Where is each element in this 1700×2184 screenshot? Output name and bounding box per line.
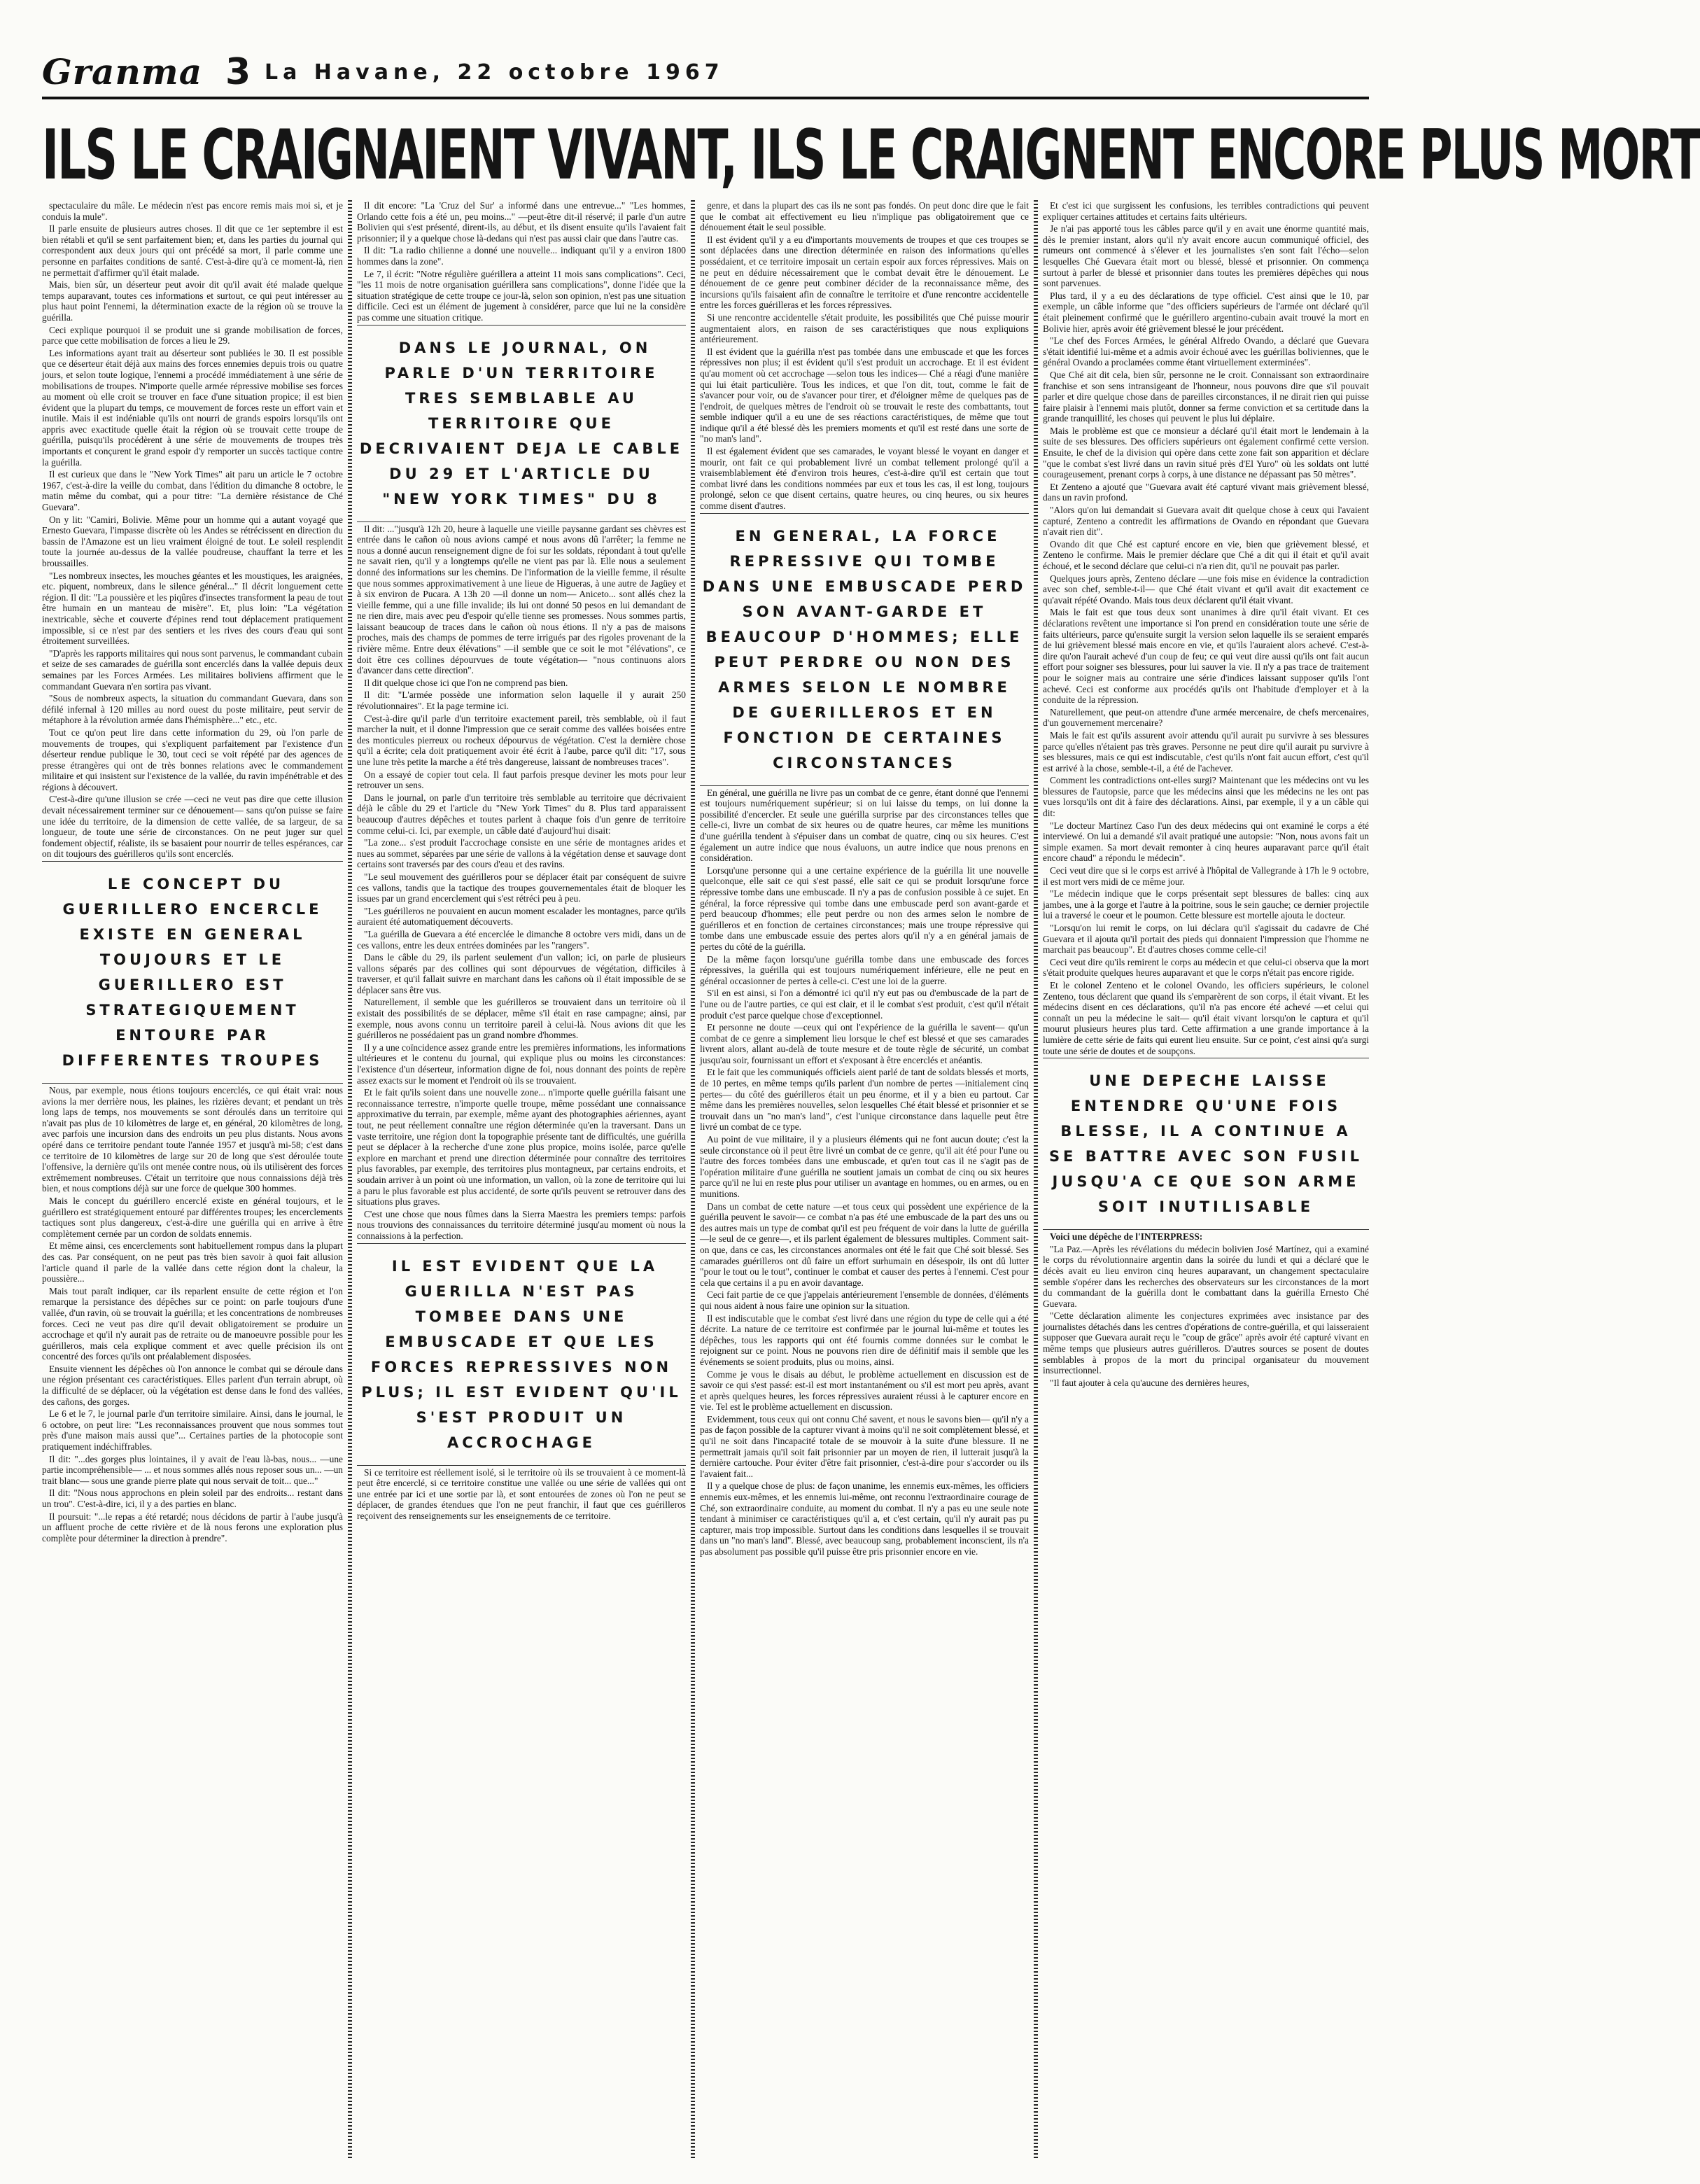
article-paragraph: Il poursuit: "...le repas a été retardé; nous décidons de partir à l'aube jusqu'à un affluent proche de cette rivière et de là nous ferons une exploration plus complète pour déterminer la direction à prendre". (42, 1511, 343, 1544)
article-paragraph: Mais le fait est qu'ils assurent avoir attendu qu'il aurait pu survivre à ses blessures parce qu'elles n'étaient pas très graves. Personne ne peut dire qu'il aurait pu survivre à ses blessures, mais ce qui est indiscutable, c'est qu'ils n'ont fait aucun effort, c'est qu'il est arrivé à la chose, semble-t-il, a été de l'achever. (1043, 729, 1369, 774)
article-paragraph: Naturellement, que peut-on attendre d'une armée mercenaire, de chefs mercenaires, d'un gouvernement mercenaire? (1043, 706, 1369, 729)
article-paragraph: Si une rencontre accidentelle s'était produite, les possibilités que Ché puisse mourir augmentaient alors, en raison de ses caractéristiques que nous expliquions antérieurement. (700, 312, 1029, 345)
article-paragraph: "Le seul mouvement des guérilleros pour se déplacer était par conséquent de suivre ces vallons, tandis que la tactique des troupes gouvernementales était de bloquer les issues par un grand encerclement qui s'est rétréci peu à peu. (357, 871, 686, 904)
article-paragraph: "Les guérilleros ne pouvaient en aucun moment escalader les montagnes, parce qu'ils auraient été automatiquement découverts. (357, 905, 686, 927)
article-paragraph: Il dit: "La radio chilienne a donné une nouvelle... indiquant qu'il y a environ 1800 hommes dans la zone". (357, 245, 686, 267)
article-paragraph: "La guérilla de Guevara a été encerclée le dimanche 8 octobre vers midi, dans un de ces vallons, entre les deux entrées dominées par les "rangers". (357, 928, 686, 951)
article-paragraph: Ceci explique pourquoi il se produit une si grande mobilisation de forces, parce que cette mobilisation de forces a lieu le 29. (42, 324, 343, 346)
column-1-body-continued (42, 1085, 343, 1544)
article-paragraph: Et c'est ici que surgissent les confusions, les terribles contradictions qui peuvent expliquer certaines attitudes et certains faits ultérieurs. (1043, 200, 1369, 222)
article-column-3 (700, 200, 1029, 2160)
article-paragraph: "Le médecin indique que le corps présentait sept blessures de balles: cinq aux jambes, une à la gorge et l'autre à la poitrine, sous le sein gauche; ce dernier projectile lui a traversé le coeur et le poumon. Cette blessure est mortelle ajouta le docteur. (1043, 888, 1369, 921)
article-paragraph: "Cette déclaration alimente les conjectures exprimées avec insistance par des journalistes détachés dans les centres d'opérations de contre-guérilla, et qui laisseraient supposer que Guevara aurait reçu le "coup de grâce" après avoir été capturé vivant en même temps que plusieurs autres guérilleros. D'autres sources se posent de doutes semblables à propos de la mort du principal organisateur du mouvement insurrectionnel. (1043, 1310, 1369, 1376)
article-paragraph: Je n'ai pas apporté tous les câbles parce qu'il y en avait une énorme quantité mais, dès le premier instant, alors qu'il n'y avait encore aucun communiqué officiel, des rumeurs ont commencé à s'élever et les journalistes s'en sont fait l'écho—selon lesquelles Ché Guevara était mort ou blessé, blessé et prisonnier. On commença surtout à parler de blessé et prisonnier dans toutes les premières dépêches qui nous sont parvenues. (1043, 223, 1369, 289)
article-column-4 (1043, 200, 1369, 2160)
article-paragraph: Mais le fait est que tous deux sont unanimes à dire qu'il était vivant. Et ces déclarations revêtent une importance si l'on prend en considération toute une série de faits ultérieurs, parce qu'ensuite surgit la version selon laquelle ils se seraient emparés de lui grièvement blessé mais encore en vie, et qu'ils l'auraient alors achevé. C'est-à-dire qu'on l'aurait achevé d'un coup de feu; ce qui veut dire aussi qu'ils ont fait aucun effort pour soigner ses blessures, pour lui sauver la vie. Il n'y a pas trace de traitement pour le soigner mais au contraire une série d'indices laissant supposer qu'ils l'ont achevé. Ceci est conforme aux procédés qu'ils ont l'habitude d'employer et à la conduite de la répression. (1043, 607, 1369, 706)
article-paragraph: Si ce territoire est réellement isolé, si le territoire où ils se trouvaient à ce moment-là peut être encerclé, si ce territoire constitue une vallée ou une série de vallées qui ont une entrée par ici et une sortie par là, et sont entourées de zones où l'on ne peut se déplacer, de grandes étendues que l'on ne peut franchir, il faut que ces guérilleros reçoivent des renseignements sur les enseignements de ce territoire. (357, 1466, 686, 1521)
article-paragraph: S'il en est ainsi, si l'on a démontré ici qu'il n'y eut pas ou d'embuscade de la part de l'une ou de l'autre parties, ce qui est clair, et il le combat s'est produit, c'est qu'il n'était produit c'est parce quelque chose d'exceptionnel. (700, 988, 1029, 1021)
article-paragraph: Mais le concept du guérillero encerclé existe en général toujours, et le guérillero est stratégiquement entouré par différentes troupes; les encerclements tactiques sont plus dangereux, c'est-à-dire une guérilla qui en arrive à être complètement cernée par un cordon de soldats ennemis. (42, 1195, 343, 1239)
article-paragraph: Comment les contradictions ont-elles surgi? Maintenant que les médecins ont vu les blessures de l'autopsie, parce que les médecins ainsi que les médecins ne les ont pas vues lorsqu'ils ont dit à faire des déclarations. Ainsi, par exemple, il y a un câble qui dit: (1043, 775, 1369, 819)
article-paragraph: Il dit: "...des gorges plus lointaines, il y avait de l'eau là-bas, nous... —une partie incompréhensible— ... et nous sommes allés nous reposer sous un... —un trait blanc— sous une grande pierre plate qui nous servait de toit... que..." (42, 1453, 343, 1486)
article-paragraph: On a essayé de copier tout cela. Il faut parfois presque deviner les mots pour leur retrouver un sens. (357, 769, 686, 791)
pull-quote-5: UNE DEPECHE LAISSE ENTENDRE QU'UNE FOIS BLESSE, IL A CONTINUE A SE BATTRE AVEC SON FUSIL JUSQU'A CE QUE SON ARME SOIT INUTILISABLE (1043, 1058, 1369, 1230)
article-paragraph: "La Paz.—Après les révélations du médecin bolivien José Martínez, qui a examiné le corps du révolutionnaire argentin dans la soirée du lundi et qui a déclaré que le décès avait eu lieu environ cinq heures auparavant, un changement spectaculaire semble s'opérer dans les recherches des observateurs sur les circonstances de la mort du commandant de la guérilla dont le combattant dans la guérilla Ernesto Ché Guevara. (1043, 1243, 1369, 1309)
article-paragraph: "Le docteur Martínez Caso l'un des deux médecins qui ont examiné le corps a été interviewé. On lui a demandé s'il avait pratiqué une autopsie: "Non, nous avons fait un simple examen. Sa mort devait remonter à cinq heures auparavant parce qu'il était encore chaud" a répondu le médecin". (1043, 820, 1369, 864)
article-paragraph: Il dit quelque chose ici que l'on ne comprend pas bien. (364, 677, 568, 688)
article-paragraph: Mais tout paraît indiquer, car ils reparlent ensuite de cette région et l'on remarque la persistance des dépêches sur ce point: on parle toujours d'une vallée, d'un ravin, où se trouvait la guérilla; et les concentrations de nombreuses forces. Ceci ne veut pas dire qu'il devait obligatoirement se produire un accrochage et qu'il n'y aurait pas de retraite ou de manoeuvre possible pour les guérilleros, mais cela explique comment et avec quelle précision ils ont concentré des forces qu'ils ont préalablement disposées. (42, 1285, 343, 1362)
article-paragraph: Il dit: ..."jusqu'à 12h 20, heure à laquelle une vieille paysanne gardant ses chèvres est entrée dans le cañon où nous avions campé et nous avons dû l'arrêter; la femme ne nous a donné aucun renseignement digne de foi sur les soldats, répondant à tout qu'elle ne savait rien, qu'il y a longtemps qu'elle ne vient pas par là. Elle nous a seulement donné des informations sur les chemins. De l'information de la vieille femme, il résulte que nous sommes approximativement à une lieue de Higueras, à une autre de Jagüey et à six environ de Pucara. A 13h 20 —il donne un nom— Aniceto... sont allés chez la vieille femme, qui a une fille invalide; ils lui ont donné 50 pesos en lui demandant de ne rien dire, mais avec peu d'espoir qu'elle tienne ses promesses. Nous sommes partis, laissant beaucoup de traces dans le cañon où nous étions. Il n'y a pas de maisons proches, mais des champs de pommes de terre irrigués par des rigoles provenant de la rivière même. Entre deux élévations" —il semble que ce soit le mot "élévations", ce doit être ces collines dépourvues de toute végétation— "nous continuons alors d'avancer dans cette direction". (357, 523, 686, 676)
article-paragraph: Mais le problème est que ce monsieur a déclaré qu'il était mort le lendemain à la suite de ses blessures. Des officiers supérieurs ont également confirmé cette version. Ensuite, le chef de la division qui opère dans cette zone fait son apparition et déclare "que le combat s'est livré dans un ravin situé près d'El Yuro" où les soldats ont lutté courageusement, prenant corps à corps, à une distance ne dépassant pas 50 mètres". (1043, 425, 1369, 480)
article-column-2 (357, 200, 686, 2160)
article-paragraph: Naturellement, il semble que les guérilleros se trouvaient dans un territoire où il existait des possibilités de se déplacer, même s'il était en rase campagne; ainsi, par exemple, nous avons connu un territoire pareil à celui-là. Nous avions dit que les guérilleros ne possédaient pas un grand nombre d'hommes. (357, 997, 686, 1041)
article-paragraph: Tout ce qu'on peut lire dans cette information du 29, où l'on parle de mouvements de troupes, qui s'expliquent parfaitement par l'existence d'un déserteur rendue publique le 30, tout ceci se voit répété par des agences de presse étrangères qui ont de très bonnes relations avec le commandement militaire et qui insistent sur l'existence de la vallée, du ravin impénétrable et des régions à découvert. (42, 727, 343, 792)
article-paragraph: "Il faut ajouter à cela qu'aucune des dernières heures, (1050, 1377, 1249, 1388)
page-number: 3 (225, 51, 251, 93)
article-paragraph: Et même ainsi, ces encerclements sont habituellement rompus dans la plupart des cas. Par conséquent, on ne peut pas très bien savoir à quoi fait allusion l'article quand il parle de la vallée dans cette région dont la chaleur, la poussière... (42, 1240, 343, 1284)
article-paragraph: Ceci veut dire que si le corps est arrivé à l'hôpital de Vallegrande à 17h le 9 octobre, il est mort vers midi de ce même jour. (1043, 865, 1369, 887)
article-paragraph: Il dit: "Nous nous approchons en plein soleil par des endroits... restant dans un trou". C'est-à-dire, ici, il y a des parties en blanc. (42, 1488, 343, 1509)
article-paragraph: C'est-à-dire qu'une illusion se crée —ceci ne veut pas dire que cette illusion devait nécessairement terminer sur ce dénouement— sans qu'on puisse se faire une idée du territoire, de la dimension de cette vallée, de sa largeur, de sa longueur, de toute une série de circonstances. On ne peut juger sur quel fondement objectif, réaliste, ils se basaient pour nourrir de telles espérances, car on dit toujours des guérilleros qu'ils sont encerclés. (42, 794, 343, 860)
article-paragraph: Il y a une coïncidence assez grande entre les premières informations, les informations ultérieures et le contenu du journal, qui explique plus ou moins les circonstances: l'existence d'un déserteur, information digne de foi, nous donnant des points de repère assez exacts sur le moment et l'endroit où ils se trouvaient. (357, 1042, 686, 1086)
masthead-rule (42, 97, 1369, 99)
newspaper-logo: Granma (42, 51, 203, 92)
article-paragraph: genre, et dans la plupart des cas ils ne sont pas fondés. On peut donc dire que le fait que le combat ait effectivement eu lieu n'implique pas obligatoirement que ce dénouement était le seul possible. (700, 200, 1029, 233)
article-paragraph: Comme je vous le disais au début, le problème actuellement en discussion est de savoir ce qui s'est passé: est-il est mort instantanément ou s'il est mort peu après, avant et après quelques heures, les forces répressives auraient réussi à le capturer encore en vie. Tel est le problème actuellement en discussion. (700, 1368, 1029, 1413)
article-paragraph: Il dit encore: "La 'Cruz del Sur' a informé dans une entrevue..." "Les hommes, Orlando cette fois a été un, peu moins..." —peut-être dit-il réservé; il parle d'un autre Bolivien qui s'est présenté, dirent-ils, au début, et ils disent ensuite qu'ils l'avaient fait prisonnier; il y a quelque chose là-dedans qui n'est pas aussi clair que dans l'autre cas. (357, 200, 686, 244)
article-paragraph: Ovando dit que Ché est capturé encore en vie, bien que grièvement blessé, et Zenteno le confirme. Mais le premier déclare que Ché a dit qui il était et qu'il avait échoué, et le second déclare que celui-ci n'a rien dit, qu'il ne pouvait pas parler. (1043, 538, 1369, 571)
pull-quote-3: IL EST EVIDENT QUE LA GUERILLA N'EST PAS TOMBEE DANS UNE EMBUSCADE ET QUE LES FORCES REPRESSIVES NON PLUS; IL EST EVIDENT QU'IL S'EST PRODUIT UN ACCROCHAGE (357, 1243, 686, 1466)
article-paragraph: "La zone... s'est produit l'accrochage consiste en une série de montagnes arides et nues au sommet, séparées par une série de vallons à la végétation dense et sauvage dont certains sont traversés par des cours d'eau et des ravins. (357, 837, 686, 870)
article-paragraph: Le 6 et le 7, le journal parle d'un territoire similaire. Ainsi, dans le journal, le 6 octobre, on peut lire: "Les reconnaissances prouvent que nous sommes tout près d'une maison mais aussi que"... Certaines parties de la photocopie sont pratiquement indéchiffrables. (42, 1408, 343, 1452)
article-paragraph: "Le chef des Forces Armées, le général Alfredo Ovando, a déclaré que Guevara s'était identifié lui-même et a admis avoir échoué avec les guérillas boliviennes, que le général Ovando a proclamées comme étant virtuellement exterminées". (1043, 335, 1369, 368)
article-paragraph: Et le fait que les communiqués officiels aient parlé de tant de soldats blessés et morts, de 10 pertes, en même temps qu'ils parlent d'un nombre de pertes —initialement cinq pertes— du côté des guérilleros était un peu énorme, et il y a bien eu partout. Car même dans les premières nouvelles, selon lesquelles Ché était blessé et prisonnier et se trouvait dans un "no man's land", c'est l'unique circonstance dans laquelle peut être livré un combat de ce type. (700, 1067, 1029, 1133)
article-paragraph: En général, une guérilla ne livre pas un combat de ce genre, étant donné que l'ennemi est toujours numériquement supérieur; si on lui laisse du temps, on lui donne la possibilité d'encercler. Et seule une guérilla surprise par des circonstances telles que celle-ci, livre un combat de six heures ou de quatre heures, car même les munitions d'une guérilla tendent à s'épuiser dans un combat de quatre, cinq ou six heures. C'est également un autre indice que nous évaluons, un autre indice que nous prenons en considération. (700, 787, 1029, 864)
article-paragraph: Dans le journal, on parle d'un territoire très semblable au territoire que décrivaient déjà le câble du 29 et l'article du "New York Times" du 8. Plus tard apparaissent beaucoup d'autres dépêches et toutes parlent à chaque fois d'un genre de territoire comme celui-ci. Ici, par exemple, un câble daté d'aujourd'hui disait: (357, 792, 686, 836)
article-paragraph: Et Zenteno a ajouté que "Guevara avait été capturé vivant mais grièvement blessé, dans un ravin profond. (1043, 481, 1369, 503)
article-paragraph: "Les nombreux insectes, les mouches géantes et les moustiques, les araignées, etc. piquent, nombreux, dans le silence général..." Il décrit longuement cette région. Il dit: "La poussière et les piqûres d'insectes transforment la peau de tout être humain en un manteau de misère". Et, plus loin: "La végétation inextricable, sèche et couverte d'épines rend tout déplacement pratiquement impossible, si ce n'est par des sentiers et les rives des cours d'eau qui sont étroitement surveillées. (42, 570, 343, 647)
article-paragraph: Evidemment, tous ceux qui ont connu Ché savent, et nous le savons bien— qu'il n'y a pas de façon possible de la capturer vivant à moins qu'il ne soit complètement blessé, et qu'il ne soit dans l'incapacité totale de se mouvoir à la suite d'une blessure. Il ne permettrait jamais qu'il soit fait prisonnier par un moyen de rien, il lutterait jusqu'à la dernière cartouche. Pour éviter d'être fait prisonnier, c'est-à-dire pour s'accorder ou ils l'avaient fait... (700, 1413, 1029, 1479)
article-paragraph: On y lit: "Camiri, Bolivie. Même pour un homme qui a autant voyagé que Ernesto Guevara, l'impasse discrète où les Andes se rétrécissent en direction du bassin de l'Amazone est un lieu vraiment éloigné de tout. Le soleil resplendit toute la journée au-dessus de la vallée poudreuse, chauffant la terre et les broussailles. (42, 514, 343, 568)
article-paragraph: Dans le câble du 29, ils parlent seulement d'un vallon; ici, on parle de plusieurs vallons séparés par des collines qui sont dépourvues de végétation, difficiles à traverser, et qu'il fallait suivre en marchant dans les cañons où il était impossible de se déplacer sans être vus. (357, 952, 686, 995)
column-3-body-continued (700, 788, 1029, 1558)
article-paragraph: "Sous de nombreux aspects, la situation du commandant Guevara, dans son défilé infernal à 120 milles au nord ouest du poste militaire, peut servir de métaphore à la révolution armée dans l'hémisphère..." etc., etc. (42, 693, 343, 726)
article-paragraph: Nous, par exemple, nous étions toujours encerclés, ce qui était vrai: nous avions la mer derrière nous, les plaines, les rizières devant; et pendant un très long laps de temps, nos mouvements se sont déroulés dans un territoire qui n'avait pas plus de 10 kilomètres de large et, en général, 20 kilomètres de long, avec parfois une incursion dans des endroits un peu plus distants. Nous avons opéré dans ce territoire pendant toute l'année 1957 et jusqu'à mi-58; c'est dans ce territoire de 10 kilomètres de large sur 20 de long que s'est déroulée toute l'offensive, la dernière qu'ils ont menée contre nous, où ils utilisèrent des forces extrêmement nombreuses. C'était un territoire que nous connaissions déjà très bien, et nous comptions déjà sur une force de quelque 300 hommes. (42, 1085, 343, 1194)
article-paragraph: Ceci veut dire qu'ils remirent le corps au médecin et que celui-ci observa que la mort s'était produite quelques heures auparavant et que le corps n'était pas encore rigide. (1043, 956, 1369, 979)
article-paragraph: Dans un combat de cette nature —et tous ceux qui possèdent une expérience de la guérilla peuvent le savoir— ce combat n'a pas été une embuscade de la part des uns ou des autres mais un type de combat qu'il est peu fréquent de voir dans la lutte de guérilla —le seul de ce genre—, et ils parlent également de blessures multiples. Comment sait-on que, dans ce cas, les circonstances anormales ont été le fait que Ché soit blessé. Ses camarades guérilleros ont dû faire un effort surhumain en désespoir, ils ont dû lutter "pour le tout ou le tout", continuer le combat et causer des pertes à l'ennemi. C'est pour cela que certains il a pu en avoir davantage. (700, 1200, 1029, 1288)
column-3-body (700, 200, 1029, 512)
article-column-1 (42, 200, 343, 2160)
article-paragraph: Les informations ayant trait au déserteur sont publiées le 30. Il est possible que ce déserteur était déjà aux mains des forces ennemies depuis trois ou quatre jours, et selon toute logique, l'ennemi a procédé immédiatement à une série de mobilisations de troupes. N'importe quelle armée répressive mobilise ses forces au moment où elle croit se trouver en face d'une situation propice; il est bien évident que la plupart du temps, ce mouvement de forces reste un effort vain et inutile. Mais il est indéniable qu'ils ont nourri de grands espoirs lorsqu'ils ont appris avec exactitude quelle était la région où se trouvait cette troupe de guérilla, puisqu'ils procédèrent à une série de mouvements de troupes très importants et conçurent le grand espoir d'y remporter un succès tactique contre la guérilla. (42, 347, 343, 468)
column-rule (1034, 200, 1038, 2160)
column-rule (348, 200, 352, 2160)
article-paragraph: Il y a quelque chose de plus: de façon unanime, les ennemis eux-mêmes, les officiers ennemis eux-mêmes, et les ennemis lui-même, ont reconnu l'extraordinaire courage de Ché, son extraordinaire conduite, au moment du combat. Il n'y a pas eu une seule note tendant à minimiser ce caractéristiques qu'il a, et c'est certain, qu'il n'y aurait pas pu capturer, mais trop impossible. Surtout dans les conditions dans lesquelles il se trouvait dans un "no man's land". Blessé, avec beaucoup sang, probablement inconscient, ils n'a pas absolument pas possible qu'il puisse être pris prisonnier encore en vie. (700, 1480, 1029, 1557)
article-paragraph: C'est une chose que nous fûmes dans la Sierra Maestra les premiers temps: parfois nous trouvions des connaissances du territoire déterminé jusqu'au moment où nous la connaissions à la perfection. (357, 1208, 686, 1241)
column-2-body-continued (357, 524, 686, 1242)
article-paragraph: Il est évident que la guérilla n'est pas tombée dans une embuscade et que les forces répressives non plus; il est évident qu'il s'est produit un accrochage. Et il est évident qu'au moment où cet accrochage —selon tous les indices— Ché a réagi d'une manière qui lui était particulière. Tous les indices, et que l'on dit, tout, comme le fait de s'avancer pour voir, ou de s'avancer pour tirer, et d'éloigner même de quelques pas de l'endroit, de quelques mètres de l'endroit où se trouvait le reste des combattants, tout semble indiquer qu'il a eu une de ses réactions caractéristiques, de même que tout indique qu'il a été blessé dès les premiers moments et qu'il est resté dans une sorte de "no man's land". (700, 346, 1029, 444)
article-paragraph: Et le fait qu'ils soient dans une nouvelle zone... n'importe quelle guérilla faisant une reconnaissance terrestre, n'importe quelle troupe, même possédant une connaissance approximative du terrain, par exemple, même ayant des photographies aériennes, ayant tout, ne peut réellement connaître une région déterminée qu'en la traversant. Dans un vaste territoire, une région dont la topographie présente tant de difficultés, une guérilla peut se déplacer à la recherche d'une zone plus propice, moins isolée, parce qu'elle explore en marchant et prend une direction déterminée pour connaître des territoires plus favorables, par exemple, des territoires plus montagneux, par certains endroits, et soudain arriver à un point où une information, un vallon, où la zone de territoire qui lui a paru le plus favorable est plus accidenté, de sorte qu'ils peuvent se retrouver dans des situations plus graves. (357, 1087, 686, 1208)
article-paragraph: Au point de vue militaire, il y a plusieurs éléments qui ne font aucun doute; c'est la seule circonstance où il peut être livré un combat de ce genre, qu'il ait été pour l'une ou l'autre des forces tombées dans une embuscade, et qu'en tout cas il ne s'agit pas de l'opération militaire d'une guérilla ne soutient jamais un combat de cinq ou six heures parce qu'il ne lui en reste plus pour utiliser un avantage en hommes, ou en armes, ou en munitions. (700, 1134, 1029, 1199)
article-paragraph: Il parle ensuite de plusieurs autres choses. Il dit que ce 1er septembre il est bien rétabli et qu'il se sent parfaitement bien; et, dans les parties du journal qui correspondent aux deux jours qui ont précédé sa mort, il parle comme une personne en parfaites conditions de santé. C'est-à-dire qu'à ce moment-là, rien ne permettait d'affirmer qu'il était malade. (42, 223, 343, 278)
article-paragraph: Plus tard, il y a eu des déclarations de type officiel. C'est ainsi que le 10, par exemple, un câble informe que "des officiers supérieurs de l'armée ont déclaré qu'il était pleinement confirmé que le guérillero argentino-cubain avait trouvé la mort en Bolivie hier, après avoir été grièvement blessé le jour précédent. (1043, 290, 1369, 334)
article-paragraph: Ensuite viennent les dépêches où l'on annonce le combat qui se déroule dans une région présentant ces caractéristiques. Elles parlent d'un terrain abrupt, où la difficulté de se déplacer, où la végétation est dense dans le fond des vallées, des cañons, des gorges. (42, 1363, 343, 1407)
column-2-body (357, 200, 686, 323)
column-rule (691, 200, 695, 2160)
pull-quote-2: DANS LE JOURNAL, ON PARLE D'UN TERRITOIRE TRES SEMBLABLE AU TERRITOIRE QUE DECRIVAIENT DEJA LE CABLE DU 29 ET L'ARTICLE DU "NEW YORK TIMES" DU 8 (357, 325, 686, 522)
article-paragraph: Ceci fait partie de ce que j'appelais antérieurement l'ensemble de données, d'éléments qui nous aident à nous faire une opinion sur la situation. (700, 1289, 1029, 1311)
article-paragraph: Et le colonel Zenteno et le colonel Ovando, les officiers supérieurs, le colonel Zenteno, tous déclarent que quand ils s'emparèrent de son corps, il était vivant. Et les médecins disent en ces déclarations, qu'il n'a pas encore été achevé —et celui qui connaît un peu la médecine le sait— qu'il était vivant lorsqu'on le captura et qu'il mourut plusieurs heures plus tard. Cette affirmation a une grande importance à la lumière de cette série de faits qui eurent lieu ensuite. Sur ce point, c'est ainsi qu'a surgi toute une série de doutes et de soupçons. (1043, 979, 1369, 1056)
article-paragraph: De la même façon lorsqu'une guérilla tombe dans une embuscade des forces répressives, la guérilla qui est toujours numériquement inférieure, elle ne peut en général occasionner de pertes à celle-ci. C'est une loi de la guerre. (700, 953, 1029, 986)
article-paragraph: "Lorsqu'on lui remit le corps, on lui déclara qu'il s'agissait du cadavre de Ché Guevara et il ajouta qu'il portait des pieds qui donnaient l'impression que l'homme ne marchait pas beaucoup". Et d'autres choses comme celle-ci! (1043, 923, 1369, 955)
article-paragraph: Quelques jours après, Zenteno déclare —une fois mise en évidence la contradiction avec son chef, semble-t-il— que Ché était vivant et qu'il avait dit exactement ce qu'avait répété Ovando. Mais tous deux déclarent qu'il était vivant. (1043, 573, 1369, 606)
article-paragraph: Il est indiscutable que le combat s'est livré dans une région du type de celle qui a été décrite. La nature de ce territoire est confirmée par le journal lui-même et toutes les dépêches, tous les rapports qui ont été fournis comme données sur le combat le rejoignent sur ce point. Nous ne pouvons rien dire de définitif mais il semble que les événements se soient produits, plus ou moins, ainsi. (700, 1312, 1029, 1367)
article-paragraph: C'est-à-dire qu'il parle d'un territoire exactement pareil, très semblable, où il faut marcher la nuit, et il donne l'impression que ce serait comme des vallées boisées entre des monticules pierreux ou rocheux dépourvus de végétation. C'est la dernière chose qu'il a écrite; cela doit pratiquement avoir été écrit à l'aube, parce qu'il dit: "17, sous une lune très petite la marche a été très dangereuse, laissant de nombreuses traces". (357, 713, 686, 767)
pull-quote-1: LE CONCEPT DU GUERILLERO ENCERCLE EXISTE EN GENERAL TOUJOURS ET LE GUERILLERO EST STRATEGIQUEMENT ENTOURE PAR DIFFERENTES TROUPES (42, 861, 343, 1084)
column-2-body-end (357, 1467, 686, 1522)
article-paragraph: Il est également évident que ses camarades, le voyant blessé le voyant en danger et mourir, ont fait ce qui probablement livré un combat tellement prolongé qu'il a vraisemblablement été d'environ trois heures, c'est-à-dire qu'il est certain que tout combat livré dans les conditions nommées par eux et tous les cas, il est long, toujours prolongé, selon ce que disent certains, quatre heures, ou cinq heures, ou six heures comme disent d'autres. (700, 446, 1029, 512)
article-paragraph: "Alors qu'on lui demandait si Guevara avait dit quelque chose à ceux qui l'avaient capturé, Zenteno a contredit les affirmations de Ovando en répondant que Guevara n'avait rien dit". (1043, 505, 1369, 538)
article-paragraph: Et personne ne doute —ceux qui ont l'expérience de la guérilla le savent— qu'un combat de ce genre a simplement lieu lorsque le chef est blessé et que ses camarades livrent alors, allant au-delà de toute mesure et de toute règle de sécurité, un combat jusqu'au soir, fournissant un effort et s'exposant à être encerclés et anéantis. (700, 1022, 1029, 1065)
article-paragraph: "D'après les rapports militaires qui nous sont parvenus, le commandant cubain et seize de ses camarades de guérilla sont encerclés dans la vallée depuis deux semaines par les Forces Armées. Les militaires boliviens affirment que le commandant Guevara n'en sortira pas vivant. (42, 648, 343, 692)
article-paragraph: Lorsqu'une personne qui a une certaine expérience de la guérilla lit une nouvelle quelconque, elle sait ce qui s'est passé, elle sait ce qui se produit lorsqu'une force répressive tombe dans une embuscade. Il n'y a pas de confusion possible à ce sujet. En général, la force répressive qui tombe dans une embuscade perd son avant-garde et perd beaucoup d'hommes; elle peut perdre ou non des armes selon le nombre de guérilleros et en fonction de certaines circonstances; mais une troupe répressive qui tombe dans une embuscade essuie des pertes alors qu'il n'y a en général jamais de pertes du côté de la guérilla. (700, 864, 1029, 952)
column-4-body-continued (1043, 1244, 1369, 1389)
article-paragraph: Que Ché ait dit cela, bien sûr, personne ne le croit. Connaissant son extraordinaire franchise et son sens intransigeant de l'honneur, nous pouvons dire que s'il pouvait parler et dire quelque chose dans de pareilles circonstances, il ne dirait rien qui puisse faire plaisir à l'ennemi mais plutôt, donner sa ferme conviction et sa certitude dans la grande tranquillité, les choses qui peuvent le plus lui déplaire. (1043, 369, 1369, 424)
article-paragraph: Il dit: "L'armée possède une information selon laquelle il y aurait 250 révolutionnaires". Et la page termine ici. (357, 690, 686, 712)
dispatch-source: Voici une dépêche de l'INTERPRESS: (1050, 1231, 1203, 1242)
dateline: La Havane, 22 octobre 1967 (265, 60, 724, 85)
article-paragraph: Le 7, il écrit: "Notre régulière guérillera a atteint 11 mois sans complications". Ceci, "les 11 mois de notre organisation guérillera sans complications", donne l'idée que la situation stratégique de cette troupe ce jour-là, selon son opinion, n'est pas une situation difficile. Ceci est un élément de jugement à considérer, parce que lui ne la considère pas comme une situation critique. (357, 268, 686, 323)
column-4-body (1043, 200, 1369, 1056)
headline: ILS LE CRAIGNAIENT VIVANT, ILS LE CRAIGNENT ENCORE PLUS MORT (42, 115, 1700, 195)
column-1-body (42, 200, 343, 860)
article-paragraph: Il est curieux que dans le "New York Times" ait paru un article le 7 octobre 1967, c'est-à-dire la veille du combat, dans l'édition du dimanche 8 octobre, le matin même du combat, qui a pour titre: "La dernière résistance de Ché Guevara". (42, 469, 343, 513)
article-paragraph: Il est évident qu'il y a eu d'importants mouvements de troupes et que ces troupes se sont déplacées dans une direction déterminée en raison des informations qu'elles possédaient, et ce territoire imposait un certain espoir aux forces répressives. Mais on ne peut en déduire nécessairement que le combat devait être le dénouement. Le dénouement de ce genre peut combiner décider de la reconnaissance même, des incursions qu'ils faisaient afin de connaître le territoire et d'une rencontre accidentelle entre les forces guérilleras et les forces répressives. (700, 234, 1029, 311)
masthead (42, 49, 1369, 98)
pull-quote-4: EN GENERAL, LA FORCE REPRESSIVE QUI TOMBE DANS UNE EMBUSCADE PERD SON AVANT-GARDE ET BEAUCOUP D'HOMMES; ELLE PEUT PERDRE OU NON DES ARMES SELON LE NOMBRE DE GUERILLEROS ET EN FONCTION DE CERTAINES CIRCONSTANCES (700, 513, 1029, 786)
article-paragraph: Mais, bien sûr, un déserteur peut avoir dit qu'il avait été malade quelque temps auparavant, toutes ces informations et surtout, ce qui peut intéresser au plus haut point l'ennemi, la détermination exacte de la région où se trouve la guérilla. (42, 279, 343, 323)
article-paragraph: spectaculaire du mâle. Le médecin n'est pas encore remis mais moi si, et je conduis la mule". (42, 200, 343, 222)
